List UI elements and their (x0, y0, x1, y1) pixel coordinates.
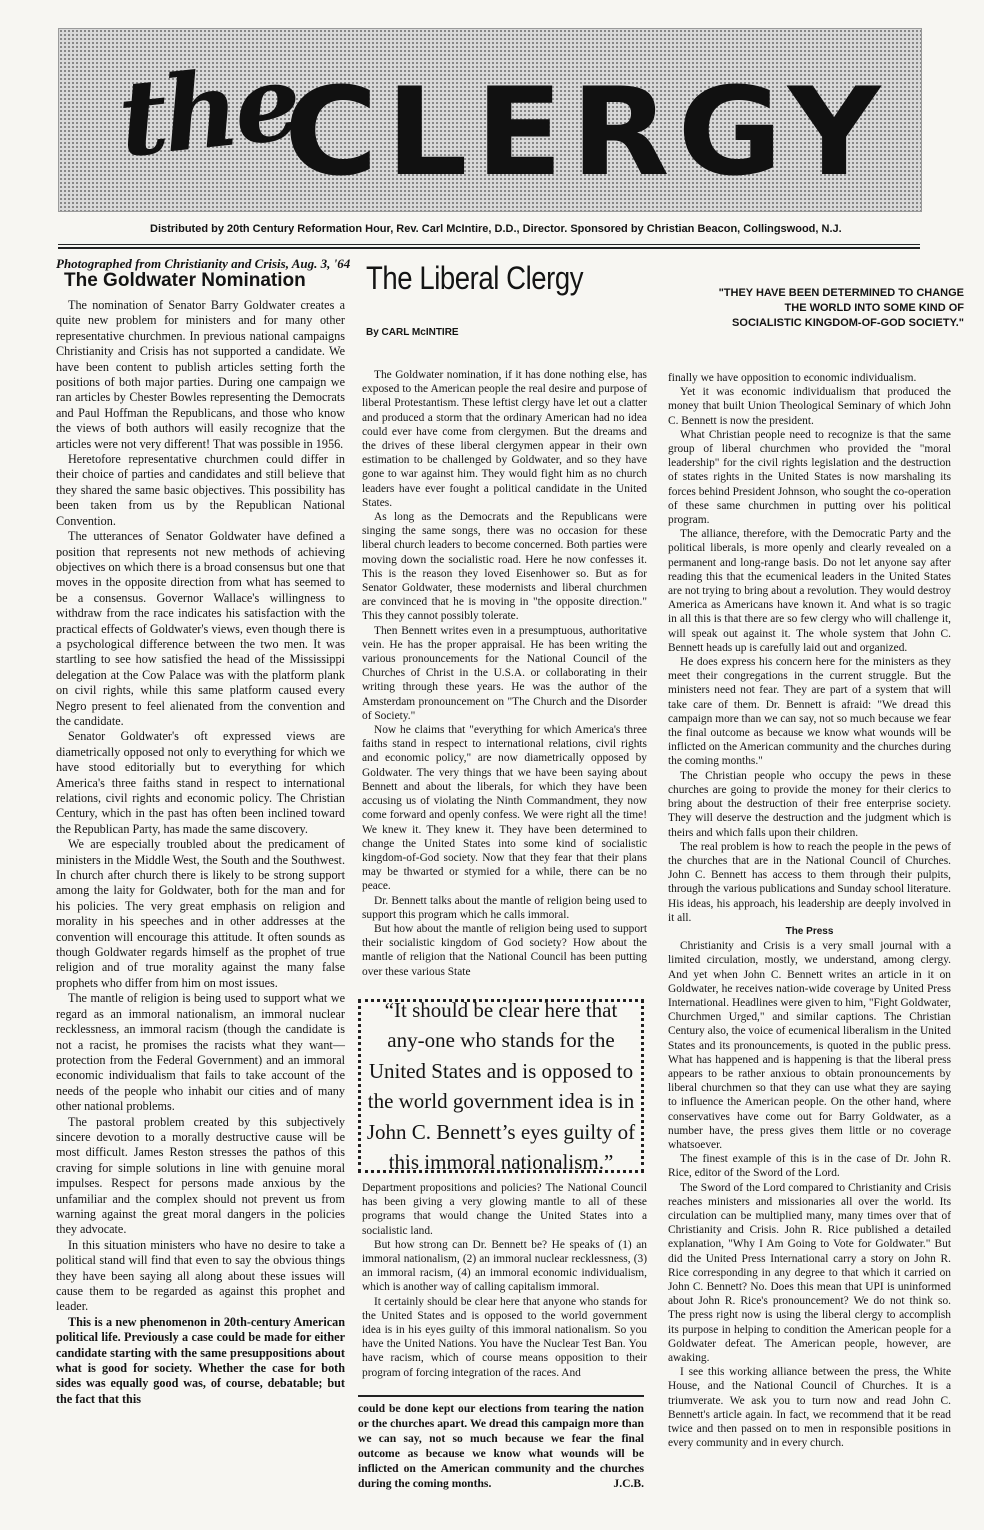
paragraph: Christianity and Crisis is a very small journal with a limited circulation, mostly, we understand, among clergy. And yet when John C. Bennett writes an article in it on Goldwater, he receives nation-wide coverage by United Press International. Headlines were given to him, "Fight Goldwater, Churchmen Urged," and similar captions. The Christian Century also, the voice of ecumenical liberalism in the United States and its pronouncements, is quoted in the public press. What has happened and is happening is that the liberal press appears to be rather anxious to obtain pronouncements by liberal churchmen so that they can use what they are saying to influence the American people. On the other hand, where conservatives have come out for Barry Goldwater, as a number have, the press gives them little or no coverage whatsoever. (668, 940, 951, 1151)
photographed-note: Photographed from Christianity and Crisis, Aug. 3, '64 (56, 256, 351, 271)
main-article-title: The Liberal Clergy (366, 260, 584, 296)
paragraph: Now he claims that "everything for which America's three faiths stand in respect to international relations, civil rights and economic policy," are now diametrically opposed by Goldwater. The very things that we have been saying about Bennett and about the liberals, for which they have been accusing us of violating the Ninth Commandment, they now come forward and openly confess. We were right all the time! We knew it. They knew it. They have been determined to change the United States into some kind of socialistic kingdom-of-God society. Now that they fear that their plans may be thwarted or stymied for a while, there can be no peace. (362, 724, 647, 893)
paragraph: Then Bennett writes even in a presumptuous, authoritative vein. He has the proper appraisal. He has been writing the various pronouncements for the National Council of the Churches of Christ in the U.S.A. or collaborating in their writing through these years. He was the author of the Amsterdam pronouncement on "The Church and the Disorder of Society." (362, 624, 647, 722)
left-article-title: The Goldwater Nomination (64, 270, 306, 291)
masthead-the: the (113, 40, 303, 181)
subhead-the-press: The Press (785, 925, 834, 937)
paragraph: The Christian people who occupy the pews in these churches are going to provide the money for their clerics to bring about the destruction of their free enterprise society. They will deserve the destruction and the judgment which is theirs and which falls upon their children. (668, 769, 951, 839)
paragraph: We are especially troubled about the predicament of ministers in the Middle West, the South and the Southwest. In church after church there is likely to be strong support among the laity for Goldwater, both for the man and for his policies. The very great emphasis on religion and morality in his speeches and in other addresses at the convention will encourage this attitude. It often sounds as though Goldwater regards himself as the prophet of true religion and of true morality against the many false prophets who differ from him on most issues. (56, 837, 345, 990)
paragraph: The alliance, therefore, with the Democratic Party and the political liberals, is more openly and clearly revealed on a permanent and long-range basis. Do not let anyone say after reading this that the ecumenical leaders in the United States are not trying to bring about a revolution. They would destroy America as Americans have known it. And what is so tragic in all this is that there are so few clergy who will challenge it, will speak out against it. The whole system that John C. Bennett heads up is carefully laid out and organized. (668, 528, 951, 654)
paragraph: I see this working alliance between the press, the White House, and the National Council of Churches. It is a triumverate. We ask you to turn now and read John C. Bennett's article again. In fact, we recommend that it be read twice and then passed on to men in responsible positions in every community and in every church. (668, 1366, 951, 1450)
byline: By CARL McINTIRE (366, 327, 459, 338)
paragraph: What Christian people need to recognize is that the same group of liberal churchmen who provided the "moral leadership" for the civil rights legislation and the destruction of states rights in the United States is now marshaling its forces behind President Johnson, who sought the co-operation of these same churchmen in putting over his political program. (668, 428, 951, 527)
paragraph: The real problem is how to reach the people in the pews of the churches that are in the National Council of Churches. John C. Bennett has access to them through their pulpits, through the various publications and Sunday school literature. His ideas, his approach, his leadership are deeply involved in it all. (668, 840, 951, 924)
paragraph: The pastoral problem created by this subjectively sincere devotion to a morally destructive cause will be most difficult. James Reston stresses the pathos of this craving for simple solutions in line with genuine moral impulses. Respect for persons made anxious by the unfamiliar and the complex should not prevent us from warning against the great moral dangers in the policies they advocate. (56, 1114, 345, 1237)
jcb-note (358, 1395, 644, 1497)
paragraph: Senator Goldwater's oft expressed views are diametrically opposed not only to everything for which we have stood editorially but to everything for which America's three faiths stand in respect to international relations, civil rights and economic policy. The Christian Century, which in the past has often been inclined toward the Republican Party, has made the same discovery. (56, 729, 345, 836)
paragraph: Department propositions and policies? The National Council has been giving a very glowing mantle to all of these programs that would change the United States into a socialistic land. (362, 1182, 647, 1237)
distributed-line: Distributed by 20th Century Reformation Hour, Rev. Carl McIntire, D.D., Director. Sponsored by Christian Beacon, Collingswood, N.J. (150, 223, 842, 235)
paragraph: It certainly should be clear here that anyone who stands for the United States and is opposed to the world government idea is in his eyes guilty of this immoral nationalism. So you have the United Nations. You have the Nuclear Test Ban. You have racism, which of course means opposition to their program of forcing integration of the races. And (362, 1295, 647, 1379)
jcb-note-text: could be done kept our elections from tearing the nation or the churches apart. We dread this campaign more than we can say, not so much because we fear the final outcome as because we know what wounds will be inflicted on the American community and the churches during the coming months. (358, 1402, 644, 1490)
left-article-body (56, 298, 345, 1407)
paragraph: But how about the mantle of religion being used to support their socialistic kingdom of God society? How about the mantle of religion that the National Council has been putting over these various State (362, 922, 647, 978)
masthead (58, 28, 922, 212)
paragraph: Heretofore representative churchmen could differ in their choice of parties and candidates and still believe that they shared the same basic objectives. This possibility has been taken from us by the Republican National Convention. (56, 452, 345, 528)
header-rule-2 (58, 247, 920, 249)
paragraph: In this situation ministers who have no desire to take a political stand will find that even to say the obvious things they have been saying all along about these issues will cause them to be regarded as against this prophet and leader. (56, 1237, 345, 1314)
boxed-quote: “It should be clear here that any-one who stands for the United States and is opposed to the world government idea is in John C. Bennett’s eyes guilty of this immoral nationalism.” (366, 997, 636, 1174)
masthead-clergy: CLERGY (284, 61, 889, 204)
paragraph: Dr. Bennett talks about the mantle of religion being used to support this program which he calls immoral. (362, 894, 647, 921)
paragraph: finally we have opposition to economic individualism. (668, 372, 917, 384)
paragraph: The finest example of this is in the case of Dr. John R. Rice, editor of the Sword of the Lord. (668, 1153, 951, 1180)
pull-quote: "THEY HAVE BEEN DETERMINED TO CHANGE THE WORLD INTO SOME KIND OF SOCIALISTIC KINGDOM-OF-GOD SOCIETY." (718, 287, 964, 329)
paragraph: The Goldwater nomination, if it has done nothing else, has exposed to the American people the real desire and purpose of liberal Protestantism. These leftist clergy have let out a clatter and produced a storm that the ordinary American had no idea could ever have come from clergymen. But the dreams and the drives of these liberal clergymen appear in their own estimation to be challenged by Goldwater, and so they have gone to war against him. They would fight him as no church leaders have ever fought a political candidate in the United States. (362, 369, 647, 509)
main-article-body-continued (362, 1181, 647, 1380)
paragraph: The utterances of Senator Goldwater have defined a position that represents not new methods of achieving objectives on which there is a broad consensus but one that moves in the opposite direction from what has seemed to be a consensus. Governor Wallace's willingness to withdraw from the race indicates his satisfaction with the practical effects of Goldwater's views, even though there is a psychological difference between the two men. It was startling to see how satisfied the head of the Mississippi delegation at the Cow Palace was with the platform plank on civil rights, while this same platform caused every Negro present to feel alienated from the convention and the candidate. (56, 529, 345, 728)
header-rule (58, 244, 920, 245)
right-column-body (668, 371, 951, 1450)
paragraph: As long as the Democrats and the Republicans were singing the same songs, there was no occasion for these liberal church leaders to become concerned. Both parties were moving down the socialistic road. Here he now confesses it. This is the reason they loved Eisenhower so. But as for Senator Goldwater, these modernists and liberal churchmen are convinced that he is moving in "the opposite direction." This they cannot possibly tolerate. (362, 511, 647, 623)
quote-box (358, 999, 644, 1173)
paragraph: The nomination of Senator Barry Goldwater creates a quite new problem for ministers and for many other representative churchmen. In previous national campaigns Christianity and Crisis has not supported a candidate. We have been content to publish articles setting forth the positions of both major parties. During one campaign we ran articles by Chester Bowles representing the Democrats and Paul Hoffman the Republicans, and those who know the views of both authors will easily recognize that the articles were not very different! That was possible in 1956. (56, 298, 345, 451)
paragraph: The Sword of the Lord compared to Christianity and Crisis reaches ministers and missionaries all over the world. Its circulation can be multiplied many, many times over that of Christianity and Crisis. John R. Rice published a detailed explanation, "Why I Am Going to Vote for Goldwater." But did the United Press International carry a story on John R. Rice corresponding in any degree to that which it carried on John C. Bennett? No. Does this mean that UPI is uninformed about John R. Rice's pronouncement? We do not think so. The press right now is using the liberal clergy to accomplish its purpose in helping to condition the American people for a Goldwater defeat. The American people, however, are awaking. (668, 1181, 951, 1365)
jcb-signature: J.C.B. (613, 1477, 644, 1490)
paragraph: The mantle of religion is being used to support what we regard as an immoral nationalism, an immoral nuclear recklessness, an immoral racism (though the candidate is not a racist, he promises the racists what they want—protection from the Federal Government) and an immoral economic individualism that fails to take account of the needs of the people who inhabit our cities and of many other national problems. (56, 991, 345, 1114)
paragraph: Yet it was economic individualism that produced the money that built Union Theological Seminary of which John C. Bennett is now the president. (668, 386, 951, 427)
paragraph: This is a new phenomenon in 20th-century American political life. Previously a case could be made for either candidate starting with the same presuppositions about what is good for society. Whether the case for both sides was equally good was, of course, debatable; but the fact that this (56, 1314, 345, 1406)
paragraph: He does express his concern here for the ministers as they meet their congregations in the current struggle. But the ministers need not fear. They are part of a system that will take care of them. Dr. Bennett is afraid: "We dread this campaign more than we can say, not so much because we fear the final outcome as because we know what wounds will be inflicted on the American community and the churches during the coming months." (668, 656, 951, 768)
paragraph: But how strong can Dr. Bennett be? He speaks of (1) an immoral nationalism, (2) an immoral nuclear recklessness, (3) an immoral racism, (4) an immoral economic individualism, which is another way of calling capitalism immoral. (362, 1238, 647, 1294)
main-article-body (362, 368, 647, 979)
